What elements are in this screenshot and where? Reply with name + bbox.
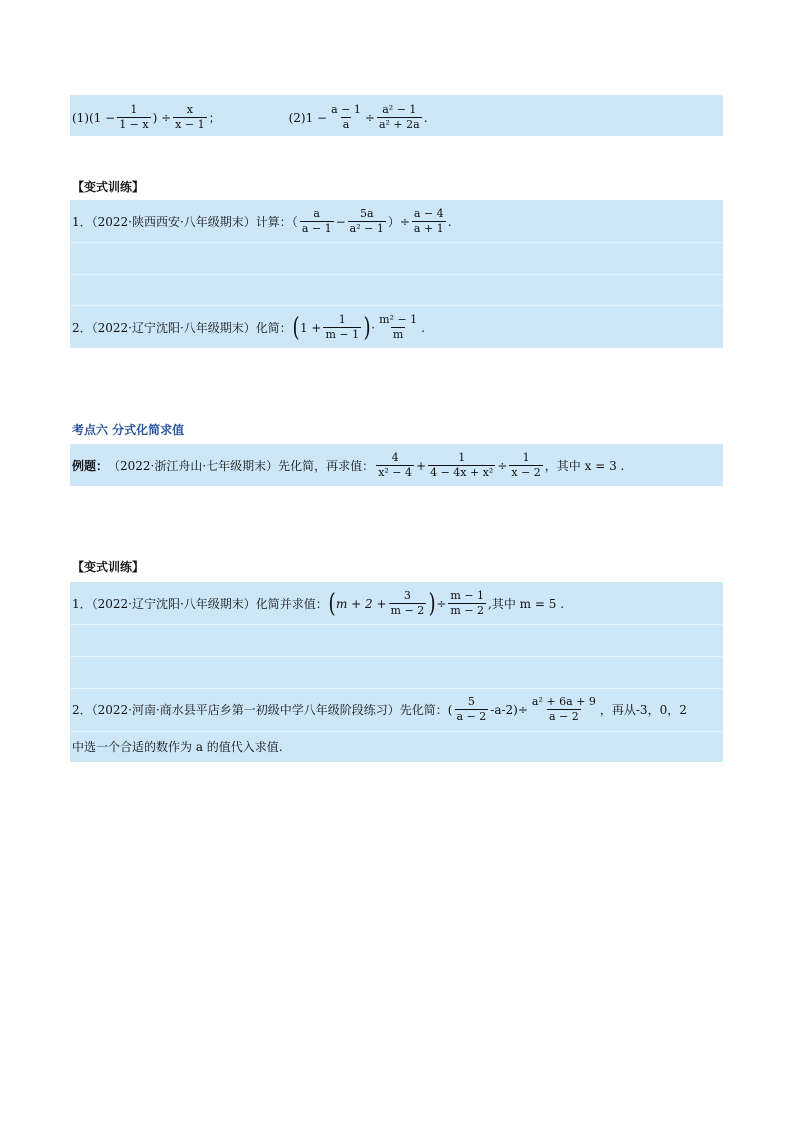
p1-operator: ) ÷ (152, 110, 172, 125)
right-paren: ) (428, 588, 436, 619)
p2-operator: ÷ (364, 110, 375, 125)
example-div: ÷ (497, 458, 508, 473)
q2-end: . (421, 320, 425, 335)
q1-end: . (447, 214, 452, 229)
p1-fraction-1 (117, 104, 150, 131)
example-fraction-1 (376, 452, 414, 479)
q3-fraction-2 (448, 590, 486, 617)
q1-close: ）÷ (387, 214, 410, 229)
example-end: ，其中 x = 3 . (544, 458, 625, 473)
q3-inner: m + 2 + (335, 596, 387, 611)
example-fraction-3 (509, 452, 542, 479)
example-text: （2022·浙江舟山·七年级期末）先化简，再求值： (108, 458, 375, 473)
fraction-denominator: a − 1 (301, 222, 332, 236)
right-paren: ) (363, 312, 371, 343)
q4-fraction-1 (455, 696, 489, 723)
fraction-numerator: a − 1 (331, 103, 361, 116)
band-divider (70, 688, 723, 689)
p2-prefix: (2)1 − (288, 110, 328, 125)
q1-fraction-3 (412, 208, 446, 235)
q4-mid: -a-2)÷ (490, 702, 528, 717)
question-3 (72, 590, 564, 617)
band-divider (70, 624, 723, 625)
band-divider (70, 731, 723, 732)
exercise-a-line (72, 104, 428, 131)
example-fraction-2 (428, 452, 495, 479)
q2-fraction-1 (323, 314, 361, 341)
q3-div: ÷ (436, 596, 447, 611)
q1-minus: − (335, 214, 346, 229)
fraction-numerator: x (186, 103, 193, 116)
fraction-numerator: 1 (522, 451, 530, 464)
q3-end: ,其中 m = 5 . (488, 596, 565, 611)
q1-fraction-1 (300, 208, 334, 235)
fraction-numerator: a² − 1 (382, 103, 417, 116)
fraction-denominator: a − 2 (549, 710, 579, 724)
fraction-denominator: m − 1 (325, 328, 360, 342)
fraction-numerator: 3 (403, 589, 411, 602)
fraction-numerator: 1 (458, 451, 466, 464)
fraction-numerator: m² − 1 (379, 313, 418, 326)
fraction-denominator: m − 2 (390, 604, 425, 618)
fraction-denominator: a − 2 (456, 710, 487, 724)
fraction-denominator: a² − 1 (349, 222, 384, 236)
q4-line2: 中选一个合适的数作为 a 的值代入求值. (72, 740, 283, 754)
left-paren: ( (328, 588, 336, 619)
fraction-denominator: a (342, 118, 350, 132)
fraction-numerator: 1 (130, 103, 138, 116)
p1-end: ； (208, 110, 221, 125)
q2-fraction-2 (377, 314, 419, 341)
fraction-numerator: a − 4 (413, 207, 444, 220)
p1-prefix: (1)(1 − (72, 110, 116, 125)
band-divider (70, 305, 723, 306)
fraction-numerator: m − 1 (450, 589, 485, 602)
p2-fraction-2 (377, 104, 422, 131)
fraction-denominator: 1 − x (119, 118, 149, 132)
example-plus: + (416, 458, 427, 473)
question-4 (72, 696, 687, 723)
fraction-denominator: 4 − 4x + x² (430, 466, 494, 480)
q4-end: ，再从-3，0，2 (599, 702, 687, 717)
band-divider (70, 656, 723, 657)
fraction-denominator: a² + 2a (378, 118, 420, 132)
kaodian-title: 考点六 分式化简求值 (72, 423, 185, 437)
fraction-denominator: m (392, 328, 404, 342)
q1-fraction-2 (348, 208, 386, 235)
q2-prefix: 2．（2022·辽宁沈阳·八年级期末）化简： (72, 320, 292, 335)
p2-fraction-1 (329, 104, 363, 131)
fraction-numerator: a² + 6a + 9 (531, 695, 596, 708)
band-divider (70, 274, 723, 275)
question-4-line-2 (72, 741, 283, 753)
q3-fraction-1 (389, 590, 427, 617)
q1-prefix: 1．（2022·陕西西安·八年级期末）计算：（ (72, 214, 298, 229)
fraction-denominator: x − 1 (175, 118, 205, 132)
question-1 (72, 208, 452, 235)
band-divider (70, 242, 723, 243)
q2-one-plus: 1 + (299, 320, 322, 335)
question-2 (72, 314, 425, 341)
fraction-numerator: 1 (338, 313, 346, 326)
bianshi-heading-2: 【变式训练】 (72, 560, 145, 574)
bianshi-heading-1: 【变式训练】 (72, 180, 145, 194)
q4-prefix: 2．（2022·河南·商水县平店乡第一初级中学八年级阶段练习）先化简：( (72, 702, 453, 717)
fraction-denominator: a + 1 (413, 222, 444, 236)
fraction-numerator: 5a (359, 207, 374, 220)
q4-fraction-2 (530, 696, 598, 723)
q2-dot: · (371, 320, 376, 335)
fraction-denominator: x² − 4 (378, 466, 413, 480)
fraction-numerator: a (313, 207, 320, 220)
q3-prefix: 1．（2022·辽宁沈阳·八年级期末）化简并求值： (72, 596, 328, 611)
fraction-numerator: 4 (391, 451, 399, 464)
example-label: 例题： (72, 458, 109, 473)
fraction-denominator: m − 2 (450, 604, 485, 618)
p2-end: . (423, 110, 428, 125)
fraction-denominator: x − 2 (511, 466, 541, 480)
left-paren: ( (292, 312, 300, 343)
p1-fraction-2 (173, 104, 206, 131)
fraction-numerator: 5 (467, 695, 475, 708)
example-line (72, 452, 624, 479)
